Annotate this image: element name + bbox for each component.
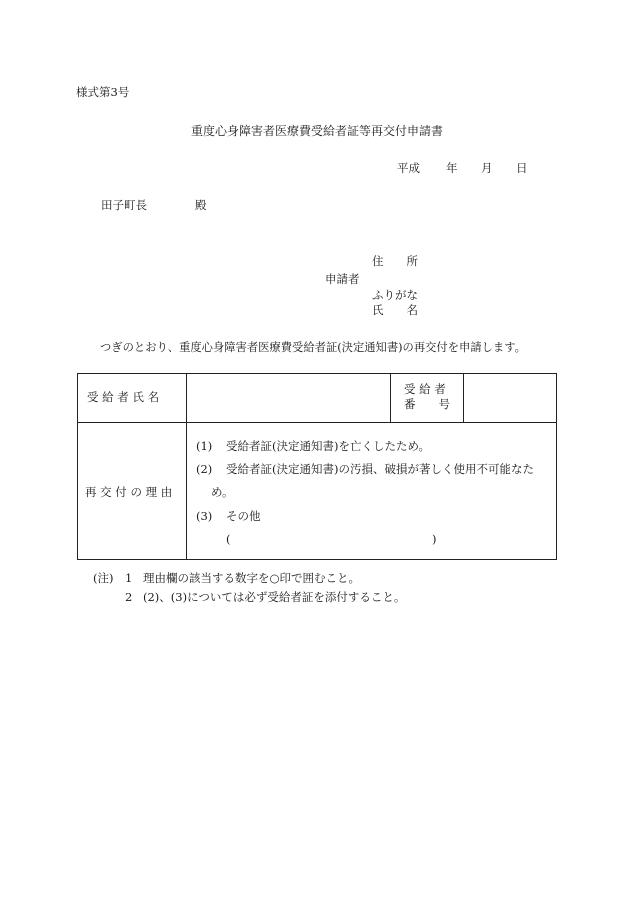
address-label: 住 所	[372, 254, 418, 268]
form-title: 重度心身障害者医療費受給者証等再交付申請書	[191, 124, 444, 138]
notes-prefix: (注)	[93, 571, 114, 585]
applicant-label: 申請者	[325, 272, 360, 286]
reason-number: (1)	[196, 439, 213, 453]
addressee-name: 田子町長	[101, 198, 147, 212]
note-text: (2)、(3)については必ず受給者証を添付すること。	[143, 590, 406, 604]
table-divider	[78, 422, 556, 423]
reason-text: その他	[226, 509, 261, 523]
intro-text: つぎのとおり、重度心身障害者医療費受給者証(決定通知書)の再交付を申請します。	[100, 341, 526, 354]
table-divider	[186, 374, 187, 559]
reason-text: 受給者証(決定通知書)の汚損、破損が著しく使用不可能なた	[226, 462, 534, 476]
addressee-honorific: 殿	[195, 198, 207, 212]
reason-number: (3)	[196, 509, 213, 523]
furigana-label: ふりがな	[372, 288, 418, 302]
note-number: 1	[125, 571, 133, 585]
recipient-name-label: 受 給 者 氏 名	[87, 390, 160, 404]
date-day: 日	[516, 161, 528, 175]
note-number: 2	[125, 590, 133, 604]
note-text: 理由欄の該当する数字を○印で囲むこと。	[143, 571, 361, 585]
other-open-paren: (	[226, 532, 231, 546]
recipient-number-label: 受 給 者	[404, 382, 446, 396]
name-label: 氏 名	[372, 303, 418, 317]
date-month: 月	[481, 161, 493, 175]
form-number: 様式第3号	[76, 85, 130, 99]
reason-text-continued: め。	[211, 485, 234, 499]
recipient-number-label: 番 号	[404, 397, 450, 411]
reason-label: 再 交 付 の 理 由	[85, 485, 173, 499]
table-divider	[390, 374, 391, 422]
application-table	[77, 373, 557, 560]
date-year: 年	[446, 161, 458, 175]
reason-text: 受給者証(決定通知書)を亡くしたため。	[226, 439, 431, 453]
reason-number: (2)	[196, 462, 213, 476]
other-close-paren: )	[432, 532, 437, 546]
table-divider	[463, 374, 464, 422]
date-era: 平成	[397, 161, 420, 175]
